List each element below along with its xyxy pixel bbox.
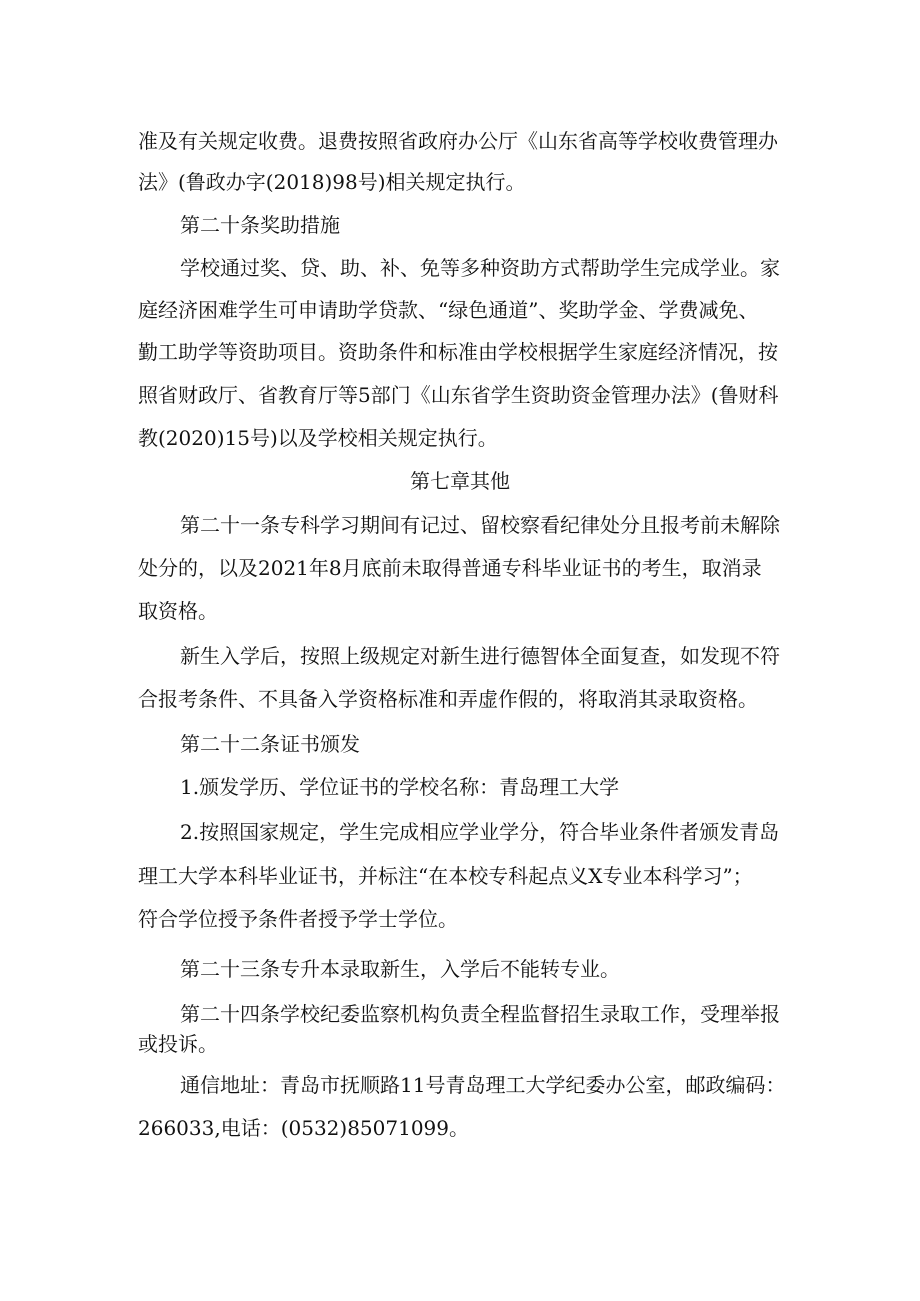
paragraph-line: 新生入学后，按照上级规定对新生进行德智体全面复查，如发现不符 — [180, 644, 780, 668]
paragraph-line: 第二十一条专科学习期间有记过、留校察看纪律处分且报考前未解除 — [180, 513, 780, 537]
list-item: 2.按照国家规定，学生完成相应学业学分，符合毕业条件者颁发青岛 — [180, 820, 780, 844]
paragraph-line: 教(2020)15号)以及学校相关规定执行。 — [138, 426, 498, 450]
paragraph-line: 或投诉。 — [138, 1032, 218, 1056]
list-item: 1.颁发学历、学位证书的学校名称：青岛理工大学 — [180, 775, 620, 799]
paragraph-line: 符合学位授予条件者授予学士学位。 — [138, 907, 458, 931]
article-paragraph: 第二十三条专升本录取新生，入学后不能转专业。 — [180, 957, 620, 981]
chapter-heading: 第七章其他 — [410, 469, 510, 493]
paragraph-line: 庭经济困难学生可申请助学贷款、“绿色通道”、奖助学金、学费减免、 — [138, 298, 759, 322]
contact-address: 通信地址：青岛市抚顺路11号青岛理工大学纪委办公室，邮政编码： — [180, 1073, 786, 1097]
paragraph-line: 法》(鲁政办字(2018)98号)相关规定执行。 — [138, 170, 526, 194]
paragraph-line: 合报考条件、不具备入学资格标准和弄虚作假的，将取消其录取资格。 — [138, 687, 758, 711]
article-heading: 第二十二条证书颁发 — [180, 732, 360, 756]
paragraph-line: 处分的，以及2021年8月底前未取得普通专科毕业证书的考生，取消录 — [138, 556, 762, 580]
paragraph-line: 理工大学本科毕业证书，并标注“在本校专科起点义X专业本科学习”； — [138, 864, 753, 888]
contact-phone: 266033,电话：(0532)85071099。 — [138, 1116, 470, 1140]
paragraph-line: 学校通过奖、贷、助、补、免等多种资助方式帮助学生完成学业。家 — [180, 256, 780, 280]
paragraph-line: 第二十四条学校纪委监察机构负责全程监督招生录取工作，受理举报 — [180, 1002, 780, 1026]
paragraph-line: 照省财政厅、省教育厅等5部门《山东省学生资助资金管理办法》(鲁财科 — [138, 383, 779, 407]
paragraph-line: 取资格。 — [138, 599, 218, 623]
article-heading: 第二十条奖助措施 — [180, 213, 340, 237]
paragraph-line: 勤工助学等资助项目。资助条件和标准由学校根据学生家庭经济情况，按 — [138, 340, 778, 364]
paragraph-line: 准及有关规定收费。退费按照省政府办公厅《山东省高等学校收费管理办 — [138, 129, 778, 153]
